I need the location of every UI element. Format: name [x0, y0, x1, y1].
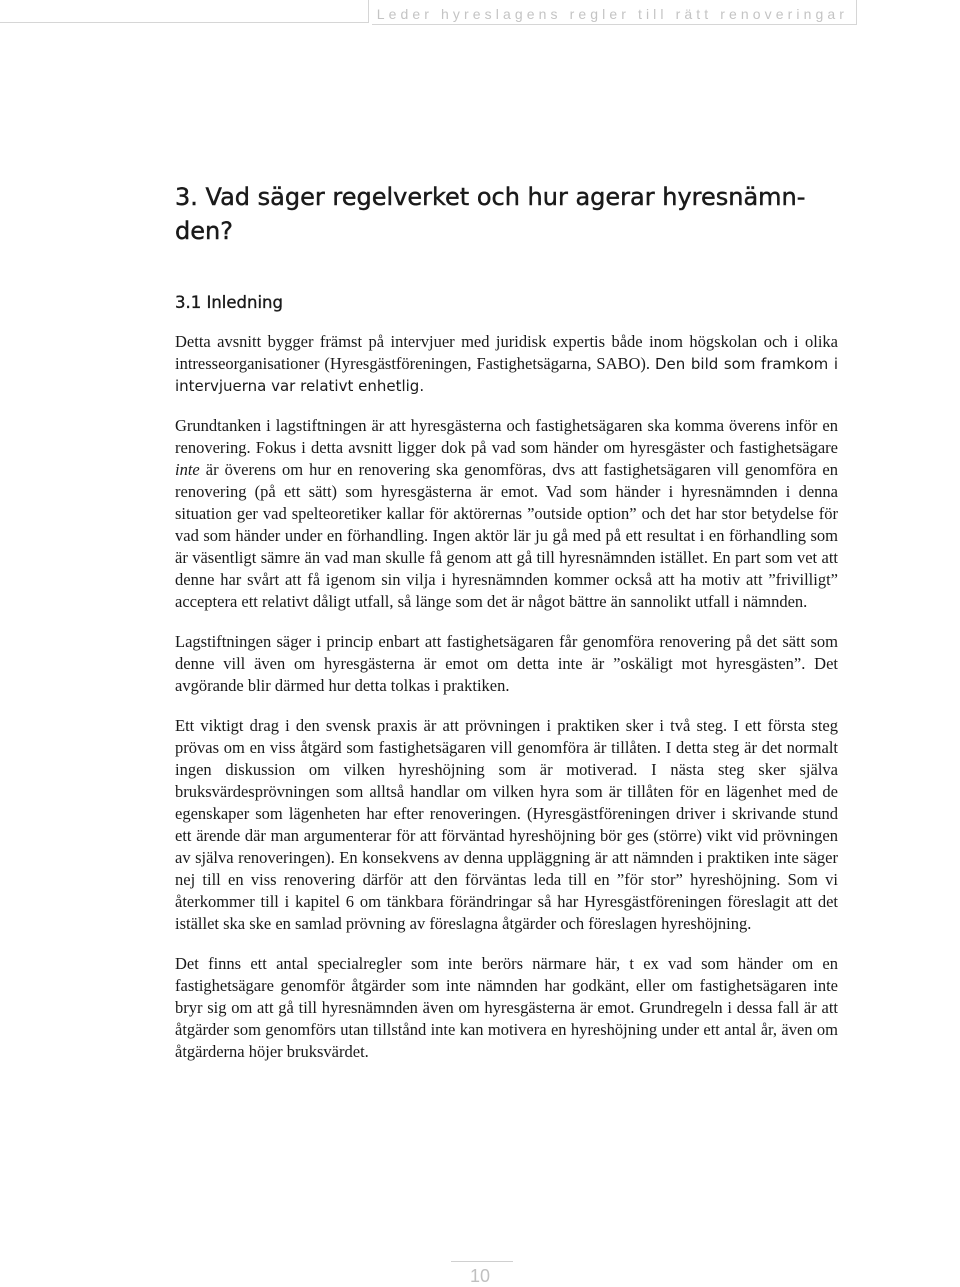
paragraph-5: Det finns ett antal specialregler som inte berörs närmare här, t ex vad som händer om en fastighetsägare genomför åtgärder som inte nämnden har godkänt, eller om fastighetsägaren inte bryr sig om att gå till hyresnämnden även om hyresgästerna är emot. Grundregeln i dessa fall är att åtgärder som genomförs utan tillstånd inte kan motivera en hyreshöjning under ett antal år, även om åtgärderna höjer bruksvärdet.: [175, 954, 838, 1061]
chapter-title: [175, 180, 838, 248]
paragraph-3: Lagstiftningen säger i princip enbart att fastighetsägaren får genomföra renovering på det sätt som denne vill även om hyresgästerna är emot om detta inte är ”oskäligt mot hyresgästen”. Det avgörande blir därmed hur detta tolkas i praktiken.: [175, 632, 838, 695]
running-header: Leder hyreslagens regler till rätt renoveringar: [376, 6, 848, 22]
paragraph-2-text-a: Grundtanken i lagstiftningen är att hyresgästerna och fastighetsägaren ska komma överens inför en renovering.: [175, 416, 838, 457]
paragraph-2: [175, 415, 838, 613]
header-frame-right: [372, 0, 857, 25]
chapter-title-line2: den?: [175, 217, 233, 245]
section-title: 3.1 Inledning: [175, 293, 283, 312]
header-frame-left: [0, 0, 369, 23]
paragraph-2-text-c: är överens om hur en renovering ska genomföras, dvs att fastighetsägaren vill genomföra en renovering (på ett sätt) som hyresgästerna är emot. Vad som händer i hyresnämnden i denna situation ger vad spelteoretiker kallar för aktörernas ”outside option” och det har stor betydelse för vad som händer under en förhandling. Ingen aktör lär ju gå med på ett resultat i en förhandling som är väsentligt sämre än vad man skulle få genom att gå till hyresnämnden istället. En part som vet att denne har svårt att få igenom sin vilja i hyresnämnden kommer också att ha motiv att ”frivilligt” acceptera ett relativt dåligt utfall, så länge som det är något bättre än sannolikt utfall i nämnden.: [175, 460, 838, 611]
paragraph-2-italic: inte: [175, 460, 200, 479]
paragraph-1-text-a: Detta avsnitt bygger främst på intervjuer med juridisk expertis både inom högskolan och i olika intresseorganisationer (Hyresgästföreningen, Fastighetsägarna, SABO).: [175, 332, 838, 373]
paragraph-4: Ett viktigt drag i den svensk praxis är att prövningen i praktiken sker i två steg. I ett första steg prövas om en viss åtgärd som fastighetsägaren vill genomföra är tillåten. I detta steg är det normalt ingen diskussion om vilken hyreshöjning som är motiverad. I nästa steg sker själva bruksvärdesprövningen som alltså handlar om vilken hyra som är tillåten för en lägenhet med de egenskaper som lägenheten har efter renoveringen. (Hyresgästföreningen driver i skrivande stund ett ärende där man argumenterar för att förväntad hyreshöjning bör ges (större) vikt vid prövningen av själva renoveringen). En konsekvens av denna uppläggning är att nämnden i praktiken inte säger nej till en viss renovering därför att den förväntas leda till en ”för stor” hyreshöjning. Som vi återkommer till i kapitel 6 om tänkbara förändringar så har Hyresgästföreningen föreslagit att det istället ska ske en samlad prövning av föreslagna åtgärder och föreslagen hyreshöjning.: [175, 716, 838, 933]
page-content: [175, 180, 838, 1081]
paragraph-2-text-b: Fokus i detta avsnitt ligger dok på vad som händer om hyresgäster och fastighetsägare: [255, 438, 838, 457]
page-number: 10: [469, 1266, 491, 1286]
footer-rule: [451, 1261, 513, 1262]
chapter-title-line1: 3. Vad säger regelverket och hur agerar hyresnämn-: [175, 183, 806, 211]
paragraph-1: [175, 331, 838, 397]
paragraph-1-text-b: Den bild som framkom i intervjuerna var relativt enhetlig.: [175, 355, 838, 395]
